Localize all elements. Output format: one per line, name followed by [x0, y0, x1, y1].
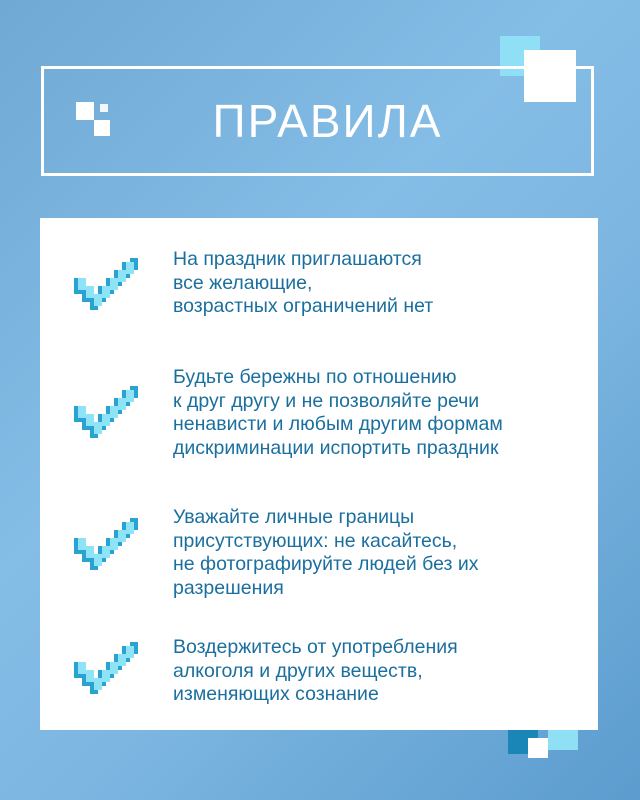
- page-title: ПРАВИЛА: [212, 95, 443, 147]
- rule-text: Уважайте личные границы присутствующих: не касайтесь, не фотографируйте людей без их разрешения: [173, 506, 479, 599]
- rules-card: [40, 218, 598, 730]
- decor-pixel-square-icon: [528, 738, 548, 758]
- pixel-checkmark-icon: [74, 258, 138, 310]
- rule-text: На праздник приглашаются все желающие, возрастных ограничений нет: [173, 248, 434, 317]
- rule-text: Воздержитесь от употребления алкоголя и других веществ, изменяющих сознание: [173, 636, 458, 705]
- rule-text: Будьте бережны по отношению к друг другу и не позволяйте речи ненависти и любым другим формам дискриминации испортить праздник: [173, 366, 503, 459]
- pixel-checkmark-icon: [74, 642, 138, 694]
- pixel-checkmark-icon: [74, 518, 138, 570]
- pixel-checkmark-icon: [74, 386, 138, 438]
